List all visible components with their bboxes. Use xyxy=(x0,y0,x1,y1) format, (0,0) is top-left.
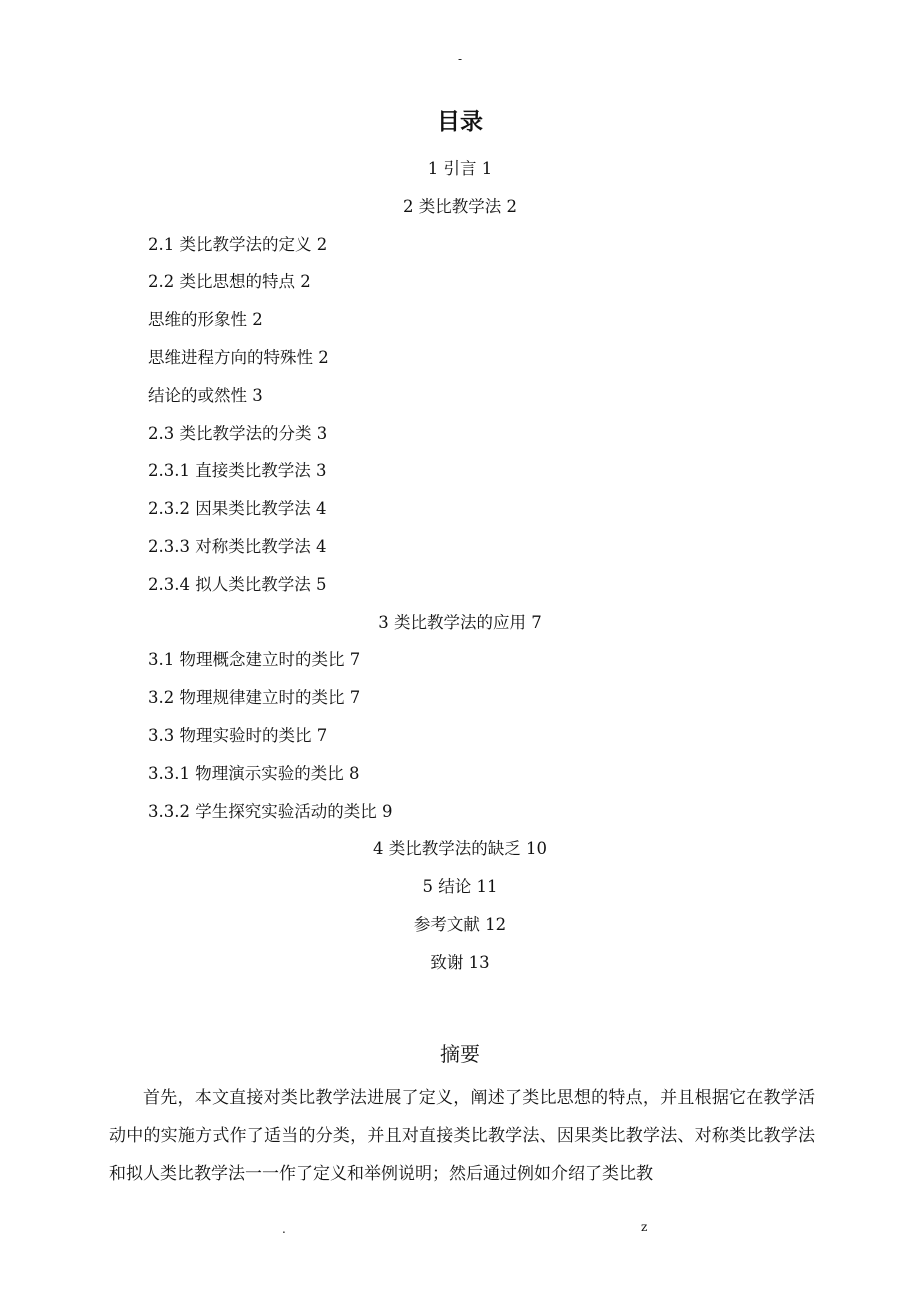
footer-right-mark: z xyxy=(641,1220,648,1234)
toc-entry[interactable]: 3.3.1 物理演示实验的类比 8 xyxy=(148,763,360,783)
toc-entry[interactable]: 5 结论 11 xyxy=(422,877,498,897)
toc-entry[interactable]: 3.2 物理规律建立时的类比 7 xyxy=(148,688,361,708)
abstract-title: 摘要 xyxy=(440,1042,480,1066)
toc-entry[interactable]: 3.3 物理实验时的类比 7 xyxy=(148,725,328,745)
toc-entry[interactable]: 2.3 类比教学法的分类 3 xyxy=(148,423,328,443)
toc-entry[interactable]: 3.1 物理概念建立时的类比 7 xyxy=(148,650,361,670)
footer-left-mark: . xyxy=(282,1222,286,1236)
toc-title: 目录 xyxy=(437,109,483,135)
toc-entry[interactable]: 2.2 类比思想的特点 2 xyxy=(148,272,311,292)
header-mark: - xyxy=(457,52,463,66)
toc-entry[interactable]: 思维的形象性 2 xyxy=(148,310,263,330)
toc-entry[interactable]: 3.3.2 学生探究实验活动的类比 9 xyxy=(148,801,393,821)
toc-entry[interactable]: 2 类比教学法 2 xyxy=(403,196,517,216)
toc-entry[interactable]: 2.3.4 拟人类比教学法 5 xyxy=(148,574,327,594)
toc-entry[interactable]: 参考文献 12 xyxy=(413,914,507,934)
toc-entry[interactable]: 结论的或然性 3 xyxy=(148,385,263,405)
toc-entry[interactable]: 思维进程方向的特殊性 2 xyxy=(148,347,329,367)
toc-entry[interactable]: 1 引言 1 xyxy=(427,159,493,178)
toc-entry[interactable]: 2.3.2 因果类比教学法 4 xyxy=(148,499,327,519)
toc-entry[interactable]: 2.1 类比教学法的定义 2 xyxy=(148,234,328,254)
toc-entry[interactable]: 3 类比教学法的应用 7 xyxy=(378,612,542,632)
toc-entry[interactable]: 4 类比教学法的缺乏 10 xyxy=(373,839,547,859)
toc-entry[interactable]: 致谢 13 xyxy=(430,952,490,972)
toc-entry[interactable]: 2.3.1 直接类比教学法 3 xyxy=(148,461,327,481)
table-of-contents xyxy=(0,150,920,982)
abstract-paragraph: 首先，本文直接对类比教学法进展了定义，阐述了类比思想的特点，并且根据它在教学活动中的实施方式作了适当的分类，并且对直接类比教学法、因果类比教学法、对称类比教学法和拟人类比教学法一一作了定义和举例说明；然后通过例如介绍了类比教 xyxy=(109,1088,815,1184)
toc-entry[interactable]: 2.3.3 对称类比教学法 4 xyxy=(148,536,327,556)
